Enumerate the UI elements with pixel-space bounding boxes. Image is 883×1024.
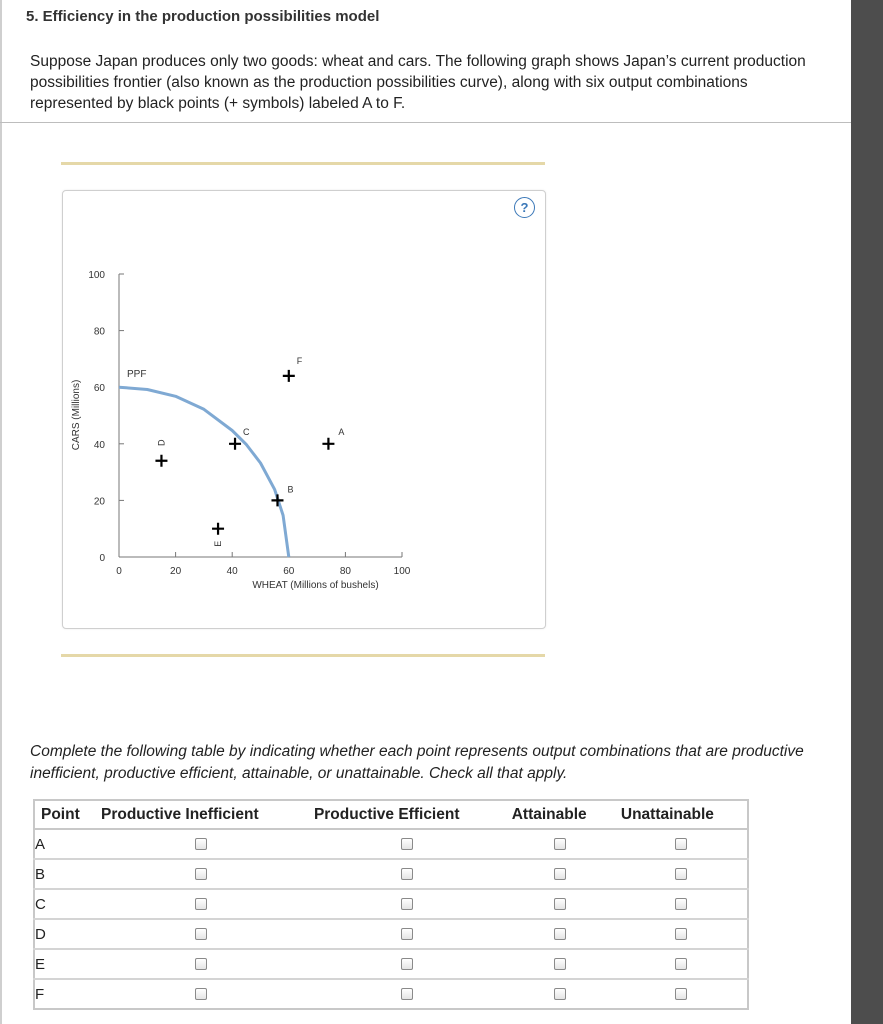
point-f-marker	[283, 370, 295, 382]
point-d-label: D	[156, 439, 167, 447]
point-a-label: A	[338, 426, 345, 437]
window-right-scroll-bar	[851, 0, 883, 1024]
point-label: D	[34, 919, 95, 949]
y-tick-label: 20	[93, 496, 105, 508]
y-tick-label: 80	[93, 326, 105, 338]
header-attainable: Attainable	[506, 800, 615, 829]
checkbox-d-attainable[interactable]	[554, 928, 566, 940]
table-row	[34, 829, 748, 859]
checkbox-d-unattainable[interactable]	[675, 928, 687, 940]
point-label: E	[34, 949, 95, 979]
checkbox-a-unattainable[interactable]	[675, 838, 687, 850]
checkbox-b-unattainable[interactable]	[675, 868, 687, 880]
x-tick-label: 60	[283, 566, 295, 577]
checkbox-f-attainable[interactable]	[554, 988, 566, 1000]
point-e-marker	[212, 523, 224, 535]
point-b-marker	[271, 494, 283, 506]
point-a-marker	[322, 438, 334, 450]
graph-bottom-rule	[61, 654, 545, 657]
table-row	[34, 919, 748, 949]
checkbox-e-unattainable[interactable]	[675, 958, 687, 970]
table-row	[34, 949, 748, 979]
x-tick-label: 100	[393, 566, 411, 577]
y-tick-label: 40	[93, 439, 105, 451]
x-tick-label: 80	[339, 566, 351, 577]
checkbox-c-productive-efficient[interactable]	[401, 898, 413, 910]
x-tick-label: 40	[226, 566, 238, 577]
x-tick-label: 20	[170, 566, 182, 577]
x-tick-label: 0	[116, 566, 122, 577]
checkbox-b-attainable[interactable]	[554, 868, 566, 880]
point-c-marker	[229, 438, 241, 450]
help-icon[interactable]: ?	[514, 197, 535, 218]
checkbox-d-productive-efficient[interactable]	[401, 928, 413, 940]
header-productive-inefficient: Productive Inefficient	[95, 800, 308, 829]
point-d-marker	[155, 455, 167, 467]
point-b-label: B	[287, 484, 294, 495]
point-f-label: F	[296, 355, 303, 366]
y-tick-label: 0	[99, 553, 105, 564]
table-row	[34, 859, 748, 889]
point-e-label: E	[213, 540, 224, 547]
table-instructions: Complete the following table by indicating whether each point represents output combinations that are productive inefficient, productive efficient, attainable, or unattainable. Check all that apply.	[30, 743, 804, 782]
classification-table	[33, 799, 749, 1010]
y-tick-label: 100	[88, 270, 105, 281]
table-header-row	[34, 800, 748, 829]
point-c-label: C	[243, 426, 250, 437]
checkbox-e-attainable[interactable]	[554, 958, 566, 970]
checkbox-f-productive-efficient[interactable]	[401, 988, 413, 1000]
ppf-curve	[119, 387, 289, 557]
checkbox-b-productive-inefficient[interactable]	[195, 868, 207, 880]
checkbox-f-productive-inefficient[interactable]	[195, 988, 207, 1000]
checkbox-e-productive-inefficient[interactable]	[195, 958, 207, 970]
checkbox-a-productive-inefficient[interactable]	[195, 838, 207, 850]
header-point: Point	[34, 800, 95, 829]
graph-top-rule	[61, 162, 545, 165]
point-label: C	[34, 889, 95, 919]
point-label: F	[34, 979, 95, 1009]
checkbox-c-attainable[interactable]	[554, 898, 566, 910]
checkbox-c-unattainable[interactable]	[675, 898, 687, 910]
point-label: B	[34, 859, 95, 889]
question-header	[0, 0, 851, 123]
table-row	[34, 889, 748, 919]
checkbox-d-productive-inefficient[interactable]	[195, 928, 207, 940]
graph-panel	[62, 190, 546, 629]
checkbox-c-productive-inefficient[interactable]	[195, 898, 207, 910]
checkbox-f-unattainable[interactable]	[675, 988, 687, 1000]
checkbox-a-productive-efficient[interactable]	[401, 838, 413, 850]
ppf-chart[interactable]	[63, 191, 545, 628]
point-label: A	[34, 829, 95, 859]
y-tick-label: 60	[93, 383, 105, 395]
y-axis-label: CARS (Millions)	[71, 379, 82, 451]
checkbox-e-productive-efficient[interactable]	[401, 958, 413, 970]
checkbox-a-attainable[interactable]	[554, 838, 566, 850]
ppf-label: PPF	[127, 369, 147, 381]
question-intro: Suppose Japan produces only two goods: wheat and cars. The following graph shows Japan’s current production possibilities frontier (also known as the production possibilities curve), along with six output combinations represented by black points (+ symbols) labeled A to F.	[30, 53, 806, 112]
table-row	[34, 979, 748, 1009]
x-axis-label: WHEAT (Millions of bushels)	[252, 580, 379, 591]
header-productive-efficient: Productive Efficient	[308, 800, 506, 829]
checkbox-b-productive-efficient[interactable]	[401, 868, 413, 880]
header-unattainable: Unattainable	[615, 800, 748, 829]
question-title: 5. Efficiency in the production possibilities model	[26, 8, 380, 25]
